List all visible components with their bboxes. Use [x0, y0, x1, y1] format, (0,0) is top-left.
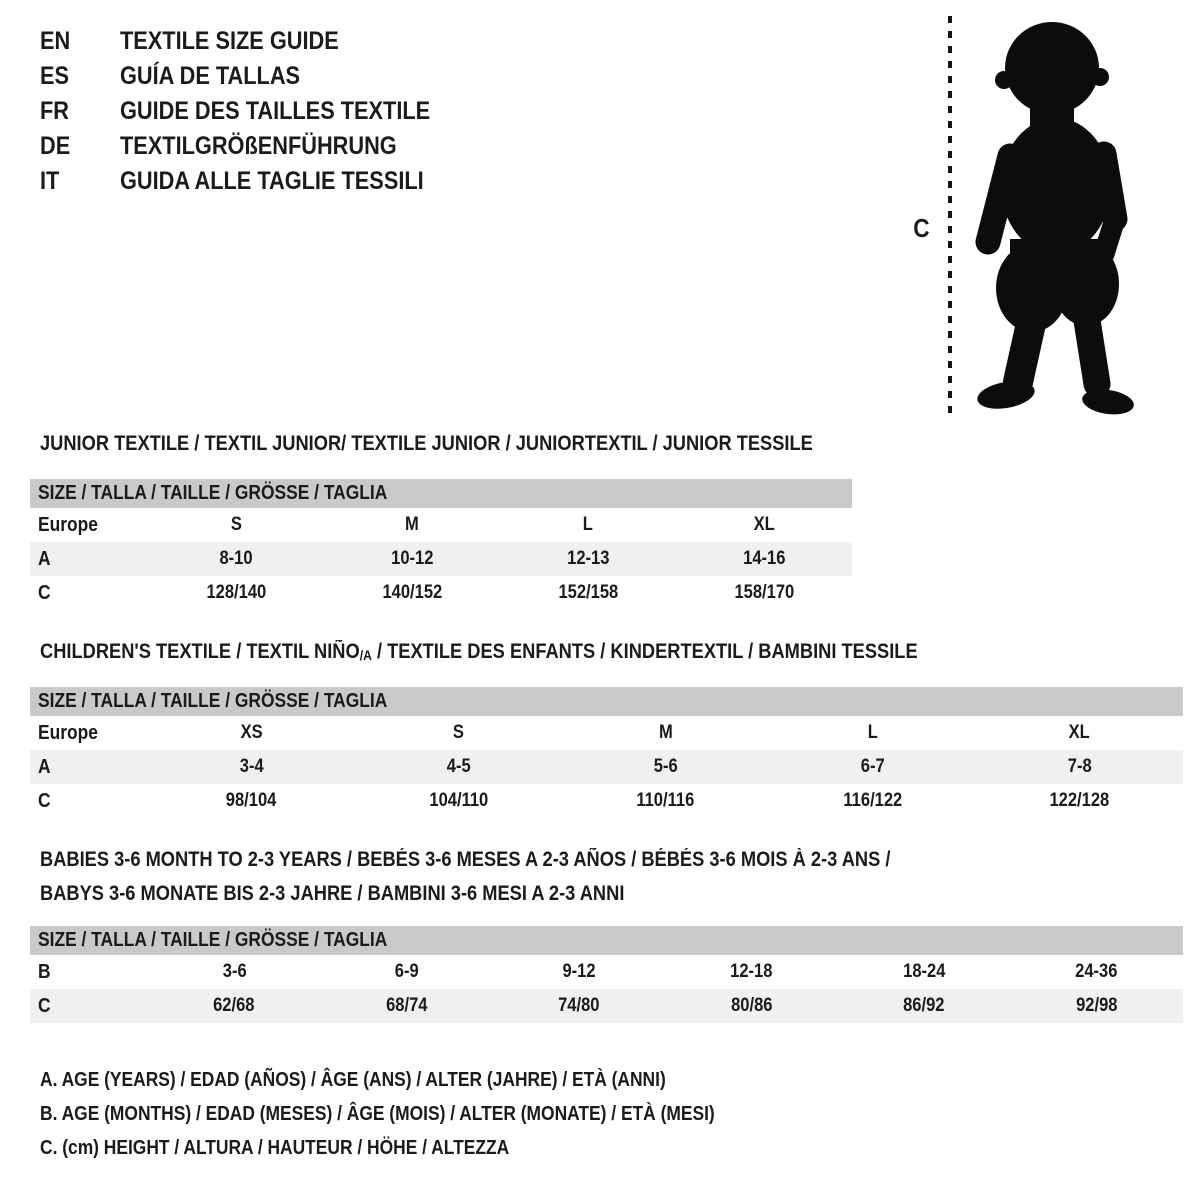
- height-marker-label: C: [913, 213, 930, 243]
- cell: XL: [753, 514, 775, 535]
- row-label: B: [38, 960, 51, 983]
- babies-size-table: [30, 926, 1183, 1023]
- lang-code: FR: [40, 97, 69, 125]
- cell: 152/158: [558, 582, 618, 603]
- cell: 116/122: [843, 790, 902, 811]
- toddler-silhouette-icon: [962, 14, 1140, 416]
- cell: 7-8: [1067, 756, 1092, 777]
- cell: 80/86: [731, 995, 773, 1016]
- lang-title: GUÍA DE TALLAS: [120, 62, 301, 90]
- cell: 128/140: [206, 582, 266, 603]
- cell: 68/74: [386, 995, 428, 1016]
- lang-title: TEXTILE SIZE GUIDE: [120, 27, 339, 55]
- children-heading-text: / TEXTILE DES ENFANTS / KINDERTEXTIL / BAMBINI TESSILE: [371, 640, 918, 663]
- cell: 140/152: [382, 582, 442, 603]
- children-heading-text: CHILDREN'S TEXTILE / TEXTIL NIÑO: [40, 640, 360, 663]
- table-size-header: SIZE / TALLA / TAILLE / GRÖSSE / TAGLIA: [30, 687, 1183, 716]
- cell: 9-12: [562, 961, 596, 982]
- cell: 10-12: [390, 548, 434, 569]
- table-row-age-months: [30, 955, 1183, 989]
- row-label: C: [38, 789, 51, 812]
- cell: 4-5: [446, 756, 471, 777]
- cell: M: [658, 722, 673, 743]
- children-heading-suffix-small: /A: [359, 647, 372, 663]
- cell: 74/80: [558, 995, 600, 1016]
- cell: 62/68: [213, 995, 255, 1016]
- junior-size-table: [30, 479, 852, 610]
- table-row-age: [30, 750, 1183, 784]
- lang-code: EN: [40, 27, 71, 55]
- cell: 158/170: [734, 582, 794, 603]
- lang-row-es: [40, 59, 477, 94]
- cell: 12-18: [730, 961, 773, 982]
- cell: M: [405, 514, 419, 535]
- cell: 98/104: [226, 790, 277, 811]
- lang-code: DE: [40, 132, 71, 160]
- legend-line-a: A. AGE (YEARS) / EDAD (AÑOS) / ÂGE (ANS) / ALTER (JAHRE) / ETÀ (ANNI): [40, 1068, 666, 1091]
- lang-row-en: [40, 24, 477, 59]
- table-row-height: [30, 784, 1183, 818]
- table-row-height: [30, 576, 852, 610]
- table-row-europe: [30, 508, 852, 542]
- cell: 14-16: [742, 548, 786, 569]
- cell: 110/116: [636, 790, 695, 811]
- cell: 3-6: [222, 961, 247, 982]
- row-label: C: [38, 581, 51, 604]
- children-size-table: [30, 687, 1183, 818]
- lang-row-it: [40, 164, 477, 199]
- cell: 5-6: [653, 756, 678, 777]
- row-label: A: [38, 755, 51, 778]
- table-size-header: SIZE / TALLA / TAILLE / GRÖSSE / TAGLIA: [30, 479, 852, 508]
- lang-code: IT: [40, 167, 60, 195]
- cell: S: [452, 722, 465, 743]
- row-label: Europe: [38, 721, 98, 744]
- table-row-age: [30, 542, 852, 576]
- cell: 6-7: [860, 756, 885, 777]
- row-label: C: [38, 994, 51, 1017]
- cell: XL: [1068, 722, 1091, 743]
- row-label: Europe: [38, 513, 98, 536]
- cell: 122/128: [1049, 790, 1110, 811]
- lang-title: TEXTILGRÖßENFÜHRUNG: [120, 132, 397, 160]
- cell: 18-24: [903, 961, 946, 982]
- cell: 104/110: [429, 790, 488, 811]
- lang-title: GUIDE DES TAILLES TEXTILE: [120, 97, 431, 125]
- cell: 86/92: [903, 995, 945, 1016]
- lang-row-fr: [40, 94, 477, 129]
- table-size-header: SIZE / TALLA / TAILLE / GRÖSSE / TAGLIA: [30, 926, 1183, 955]
- cell: 3-4: [239, 756, 264, 777]
- cell: L: [582, 514, 594, 535]
- height-dashed-line: [948, 16, 952, 416]
- cell: 24-36: [1075, 961, 1118, 982]
- table-row-height: [30, 989, 1183, 1023]
- lang-title: GUIDA ALLE TAGLIE TESSILI: [120, 167, 424, 195]
- babies-section-heading: BABIES 3-6 MONTH TO 2-3 YEARS / BEBÉS 3-6 MESES A 2-3 AÑOS / BÉBÉS 3-6 MOIS À 2-3 ANS / BABYS 3-6 MONATE BIS 2-3 JAHRE / BAMBINI 3-6 MESI A 2-3 ANNI: [40, 848, 891, 905]
- lang-code: ES: [40, 62, 70, 90]
- cell: 12-13: [566, 548, 610, 569]
- children-section-heading: [40, 640, 1049, 665]
- cell: 92/98: [1076, 995, 1118, 1016]
- table-row-europe: [30, 716, 1183, 750]
- cell: L: [867, 722, 878, 743]
- measurement-legend: [40, 1063, 816, 1165]
- cell: S: [230, 514, 242, 535]
- cell: 8-10: [219, 548, 253, 569]
- legend-line-b: B. AGE (MONTHS) / EDAD (MESES) / ÂGE (MOIS) / ALTER (MONATE) / ETÀ (MESI): [40, 1102, 715, 1125]
- junior-section-heading: JUNIOR TEXTILE / TEXTIL JUNIOR/ TEXTILE JUNIOR / JUNIORTEXTIL / JUNIOR TESSILE: [40, 432, 813, 455]
- row-label: A: [38, 547, 51, 570]
- language-title-list: [40, 24, 477, 199]
- legend-line-c: C. (cm) HEIGHT / ALTURA / HAUTEUR / HÖHE / ALTEZZA: [40, 1136, 510, 1159]
- lang-row-de: [40, 129, 477, 164]
- cell: 6-9: [394, 961, 419, 982]
- cell: XS: [240, 722, 263, 743]
